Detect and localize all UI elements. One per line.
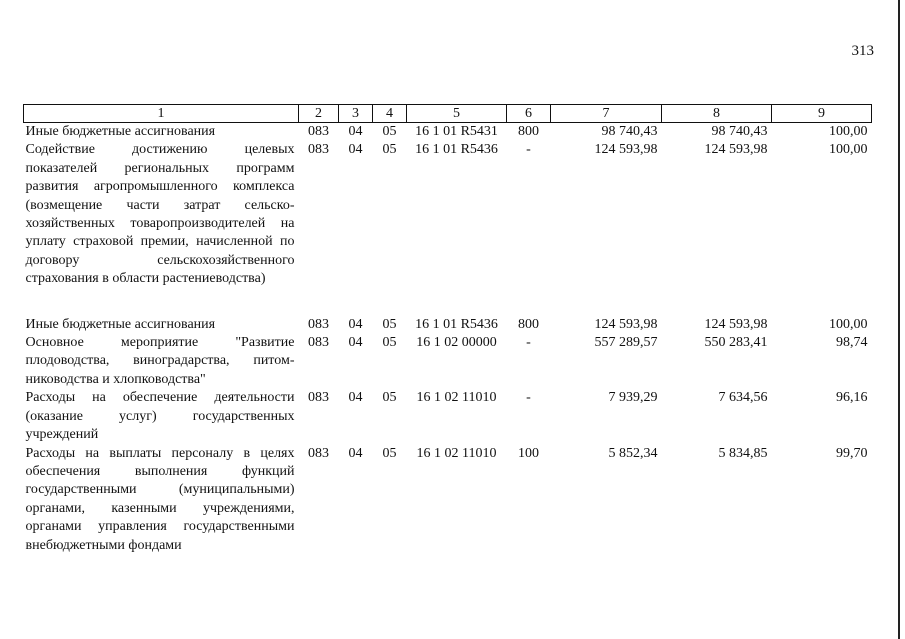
cell-target-article: 16 1 01 R5436 (415, 142, 498, 158)
cell-subsection: 05 (382, 142, 397, 158)
col-header-9: 9 (772, 105, 872, 123)
cell-target-article: 16 1 01 R5436 (415, 316, 498, 332)
cell-executed: 124 593,98 (704, 142, 768, 158)
cell-expense-type: 800 (518, 124, 539, 139)
cell-target-article: 16 1 02 11010 (416, 390, 497, 406)
cell-target-article: 16 1 02 11010 (416, 445, 497, 461)
cell-section: 04 (348, 445, 363, 461)
cell-expense-type: 100 (518, 445, 539, 461)
cell-percent: 100,00 (829, 316, 868, 332)
cell-section: 04 (348, 316, 363, 332)
cell-target-article: 16 1 02 00000 (416, 335, 497, 351)
cell-ministry: 083 (308, 316, 329, 332)
cell-planned: 98 740,43 (601, 124, 658, 139)
cell-subsection: 05 (382, 316, 397, 332)
col-header-6: 6 (507, 105, 551, 123)
cell-planned: 557 289,57 (594, 335, 658, 351)
table-row (24, 316, 872, 334)
cell-planned: 5 852,34 (608, 445, 658, 461)
row-name: Иные бюджетные ассигнования (25, 316, 216, 332)
cell-executed: 124 593,98 (704, 316, 768, 332)
row-name: Расходы на обеспечение деятельности (оказание услуг) государственных учреждений (25, 390, 295, 443)
cell-executed: 550 283,41 (704, 335, 768, 351)
row-name: Основное мероприятие "Развитие плодоводства, виноградарства, питом-ниководства и хлопководства" (25, 335, 295, 387)
cell-ministry: 083 (308, 142, 329, 158)
cell-subsection: 05 (382, 390, 397, 406)
col-header-8: 8 (662, 105, 772, 123)
cell-percent: 99,70 (836, 445, 868, 461)
cell-expense-type: 800 (518, 316, 539, 332)
cell-percent: 100,00 (829, 124, 868, 139)
col-header-7: 7 (551, 105, 662, 123)
row-name: Содействие достижению целевых показателей региональных программ развития агропромышленного комплекса (возмещение части затрат сельско-хозяйственных товаропроизводителей на уплату страховой премии, начисленной по договору сельскохозяйственного страхования в области растениеводства) (25, 142, 295, 287)
cell-percent: 96,16 (836, 390, 868, 406)
row-name: Иные бюджетные ассигнования (25, 124, 216, 139)
cell-planned: 124 593,98 (594, 316, 658, 332)
cell-percent: 98,74 (836, 335, 868, 351)
col-header-3: 3 (339, 105, 373, 123)
cell-percent: 100,00 (829, 142, 868, 158)
cell-executed: 98 740,43 (711, 124, 768, 139)
cell-subsection: 05 (382, 335, 397, 351)
budget-table (23, 104, 872, 555)
cell-planned: 7 939,29 (608, 390, 658, 406)
page-edge-line (898, 0, 900, 639)
table-header-row (24, 105, 872, 123)
table-row (24, 141, 872, 288)
cell-ministry: 083 (308, 390, 329, 406)
row-name: Расходы на выплаты персоналу в целях обеспечения выполнения функций государственными (муниципальными) органами, казенными учреждениями, органами управления государственными внебюджетными фондами (25, 445, 295, 553)
cell-section: 04 (348, 124, 363, 139)
cell-ministry: 083 (308, 445, 329, 461)
col-header-1: 1 (24, 105, 299, 123)
cell-executed: 5 834,85 (718, 445, 768, 461)
cell-ministry: 083 (308, 124, 329, 139)
col-header-2: 2 (299, 105, 339, 123)
cell-expense-type: - (526, 390, 531, 406)
cell-section: 04 (348, 335, 363, 351)
cell-subsection: 05 (382, 124, 397, 139)
cell-subsection: 05 (382, 445, 397, 461)
cell-expense-type: - (526, 335, 531, 351)
cell-target-article: 16 1 01 R5431 (415, 124, 498, 139)
table-spacer (24, 289, 872, 316)
cell-section: 04 (348, 142, 363, 158)
table-row (24, 334, 872, 389)
cell-section: 04 (348, 390, 363, 406)
cell-expense-type: - (526, 142, 531, 158)
col-header-5: 5 (407, 105, 507, 123)
table-row (24, 123, 872, 142)
table-row (24, 445, 872, 555)
table-row (24, 389, 872, 444)
cell-executed: 7 634,56 (718, 390, 768, 406)
cell-planned: 124 593,98 (594, 142, 658, 158)
page-number: 313 (851, 43, 874, 59)
cell-ministry: 083 (308, 335, 329, 351)
col-header-4: 4 (373, 105, 407, 123)
